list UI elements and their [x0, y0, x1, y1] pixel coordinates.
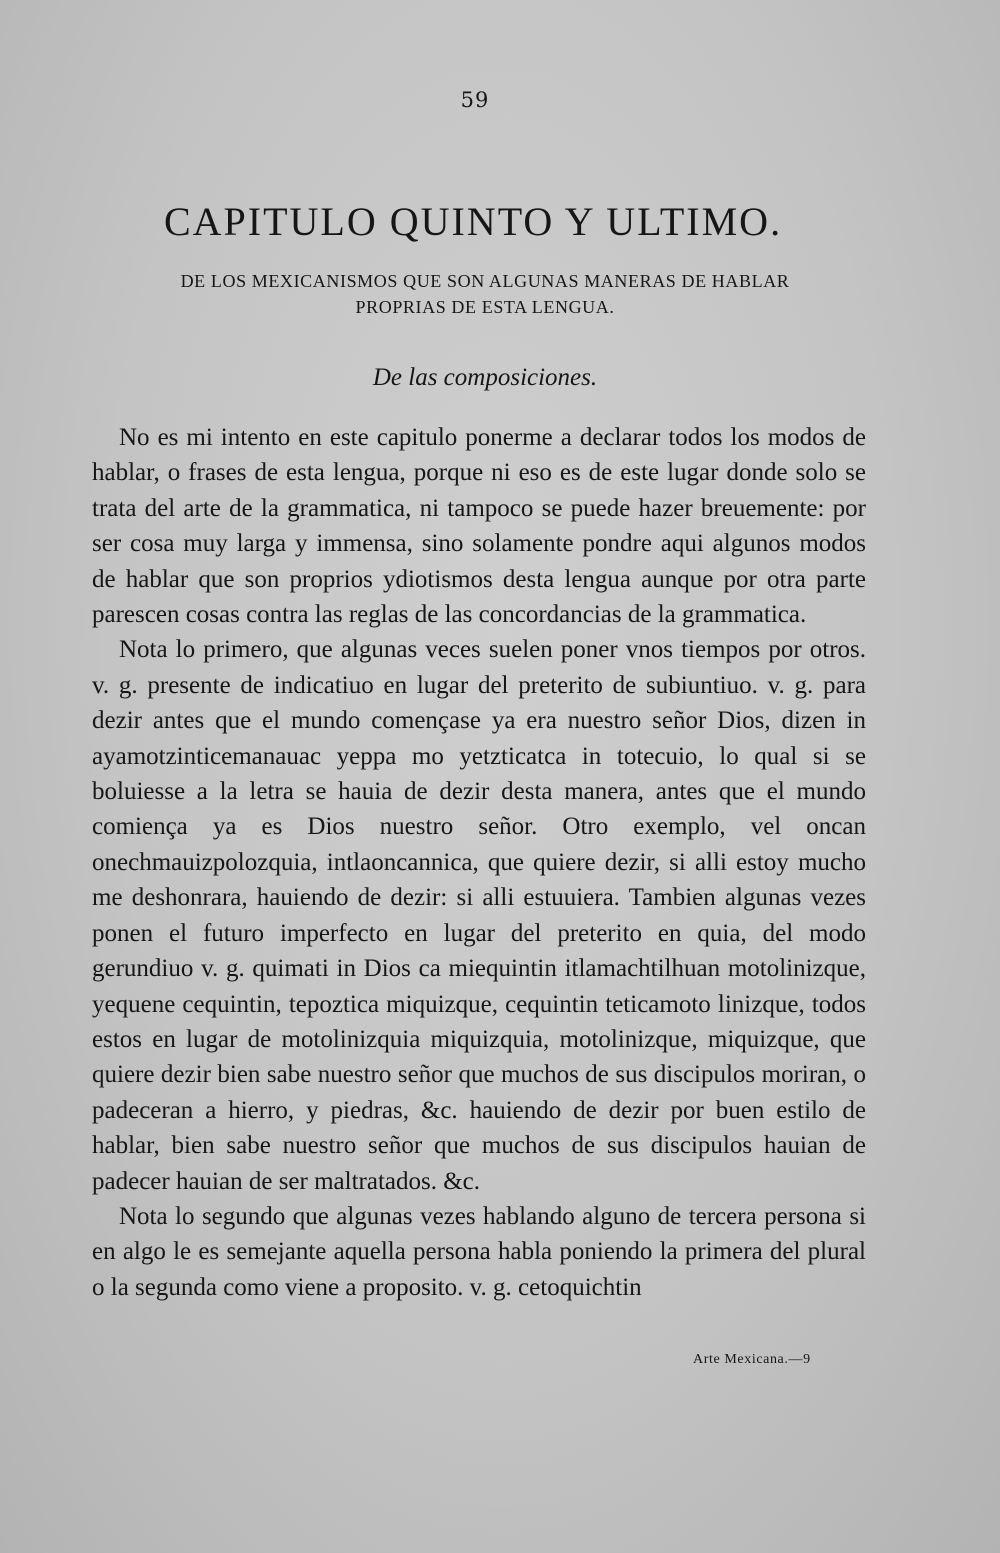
body-text [92, 420, 866, 1305]
section-heading: De las composiciones. [372, 364, 598, 391]
chapter-subtitle [100, 268, 870, 320]
chapter-title: CAPITULO QUINTO Y ULTIMO. [163, 199, 783, 244]
signature-mark: Arte Mexicana.—9 [693, 1352, 811, 1367]
chapter-subtitle-line: PROPRIAS DE ESTA LENGUA. [355, 297, 615, 317]
paragraph: Nota lo segundo que algunas vezes hablando alguno de tercera persona si en algo le es semejante aquella persona habla poniendo la primera del plural o la segunda como viene a proposito. v. g. cetoquichtin [92, 1202, 866, 1301]
page-number: 59 [460, 88, 490, 112]
paragraph: Nota lo primero, que algunas veces suelen poner vnos tiempos por otros. v. g. presente de indicatiuo en lugar del preterito de subiuntiuo. v. g. para dezir antes que el mundo començase ya era nuestro señor Dios, dizen in ayamotzinticemanauac yeppa mo yetzticatca in totecuio, lo qual si se boluiesse a la letra se hauia de dezir desta manera, antes que el mundo comiença ya es Dios nuestro señor. Otro exemplo, vel oncan onechmauizpolozquia, intlaoncannica, que quiere dezir, si alli estoy mucho me deshonrara, hauiendo de dezir: si alli estuuiera. Tambien algunas vezes ponen el futuro imperfecto en lugar del preterito en quia, del modo gerundiuo v. g. quimati in Dios ca miequintin itlamachtilhuan motolinizque, yequene cequintin, tepoztica miquizque, cequintin teticamoto linizque, todos estos en lugar de motolinizquia miquizquia, motolinizque, miquizque, que quiere dezir bien sabe nuestro señor que muchos de sus discipulos moriran, o padeceran a hierro, y piedras, &c. hauiendo de dezir por buen estilo de hablar, bien sabe nuestro señor que muchos de sus discipulos hauian de padecer hauian de ser maltratados. &c. [92, 636, 866, 1195]
paragraph: No es mi intento en este capitulo ponerme a declarar todos los modos de hablar, o frases de esta lengua, porque ni eso es de este lugar donde solo se trata del arte de la grammatica, ni tampoco se puede hazer breuemente: por ser cosa muy larga y immensa, sino solamente pondre aqui algunos modos de hablar que son proprios ydiotismos desta lengua aunque por otra parte parescen cosas contra las reglas de las concordancias de la grammatica. [92, 424, 866, 629]
chapter-subtitle-line: DE LOS MEXICANISMOS QUE SON ALGUNAS MANERAS DE HABLAR [180, 271, 790, 291]
